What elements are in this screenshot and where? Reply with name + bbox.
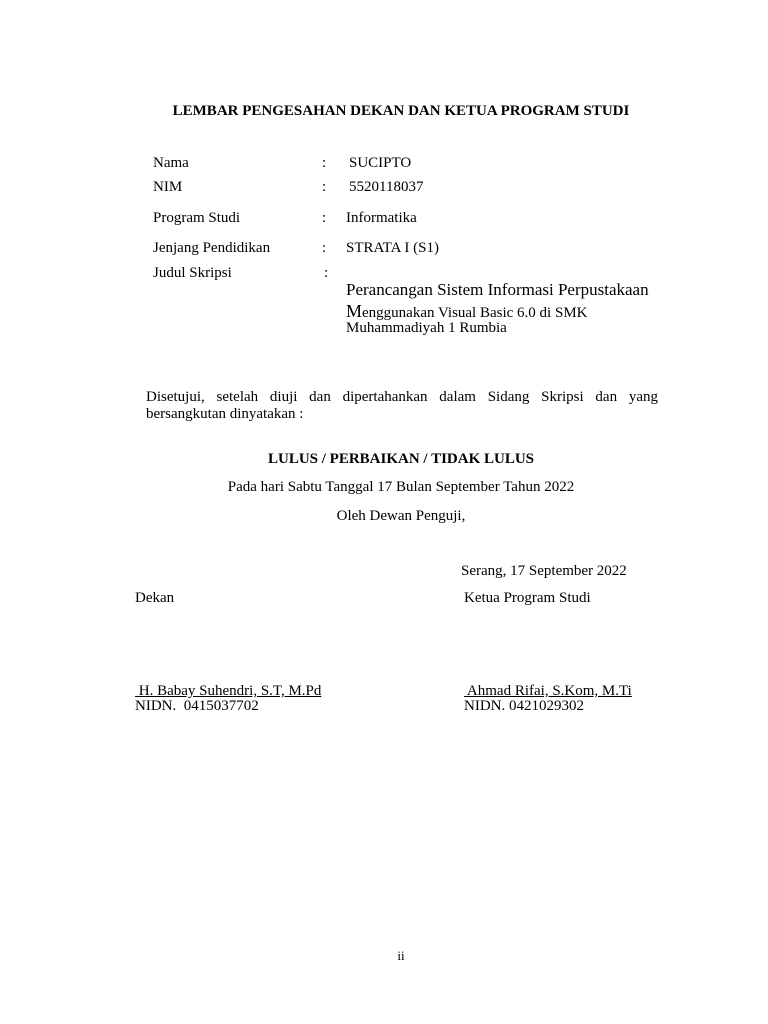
field-label-judul: Judul Skripsi xyxy=(153,265,232,281)
field-colon-program-studi: : xyxy=(322,210,327,226)
field-colon-nama: : xyxy=(322,155,327,171)
thesis-title-line-2-rest: enggunakan Visual Basic 6.0 di SMK xyxy=(362,305,588,321)
field-colon-jenjang: : xyxy=(322,240,327,256)
thesis-title-line-1: Perancangan Sistem Informasi Perpustakaan xyxy=(346,280,649,299)
signer-nidn-dean: NIDN. 0415037702 xyxy=(135,698,259,714)
exam-result: LULUS / PERBAIKAN / TIDAK LULUS xyxy=(267,451,535,467)
signer-role-dean: Dekan xyxy=(135,590,175,606)
page-title: LEMBAR PENGESAHAN DEKAN DAN KETUA PROGRAM STUDI xyxy=(172,103,630,119)
field-label-program-studi: Program Studi xyxy=(153,210,241,226)
signer-role-head: Ketua Program Studi xyxy=(464,590,591,606)
field-value-nim: 5520118037 xyxy=(349,179,424,195)
field-value-jenjang: STRATA I (S1) xyxy=(346,240,439,256)
field-label-nim: NIM xyxy=(153,179,183,195)
thesis-title-initial: M xyxy=(346,301,363,321)
field-colon-judul: : xyxy=(324,265,329,281)
signer-name-head: Ahmad Rifai, S.Kom, M.Ti xyxy=(464,683,632,699)
field-colon-nim: : xyxy=(322,179,327,195)
exam-date: Pada hari Sabtu Tanggal 17 Bulan September Tahun 2022 xyxy=(227,479,575,495)
field-label-nama: Nama xyxy=(153,155,189,171)
thesis-title-line-3: Muhammadiyah 1 Rumbia xyxy=(346,320,507,336)
signer-name-dean: H. Babay Suhendri, S.T, M.Pd xyxy=(135,683,322,699)
field-value-program-studi: Informatika xyxy=(346,210,417,226)
field-label-jenjang: Jenjang Pendidikan xyxy=(153,240,271,256)
examiner-board: Oleh Dewan Penguji, xyxy=(336,508,466,524)
signature-place-date: Serang, 17 September 2022 xyxy=(461,563,627,579)
approval-paragraph: Disetujui, setelah diuji dan dipertahankan dalam Sidang Skripsi dan yang bersangkutan dinyatakan : xyxy=(146,389,658,422)
page-number: ii xyxy=(397,948,405,963)
field-value-nama: SUCIPTO xyxy=(349,155,412,171)
signer-nidn-head: NIDN. 0421029302 xyxy=(464,698,584,714)
